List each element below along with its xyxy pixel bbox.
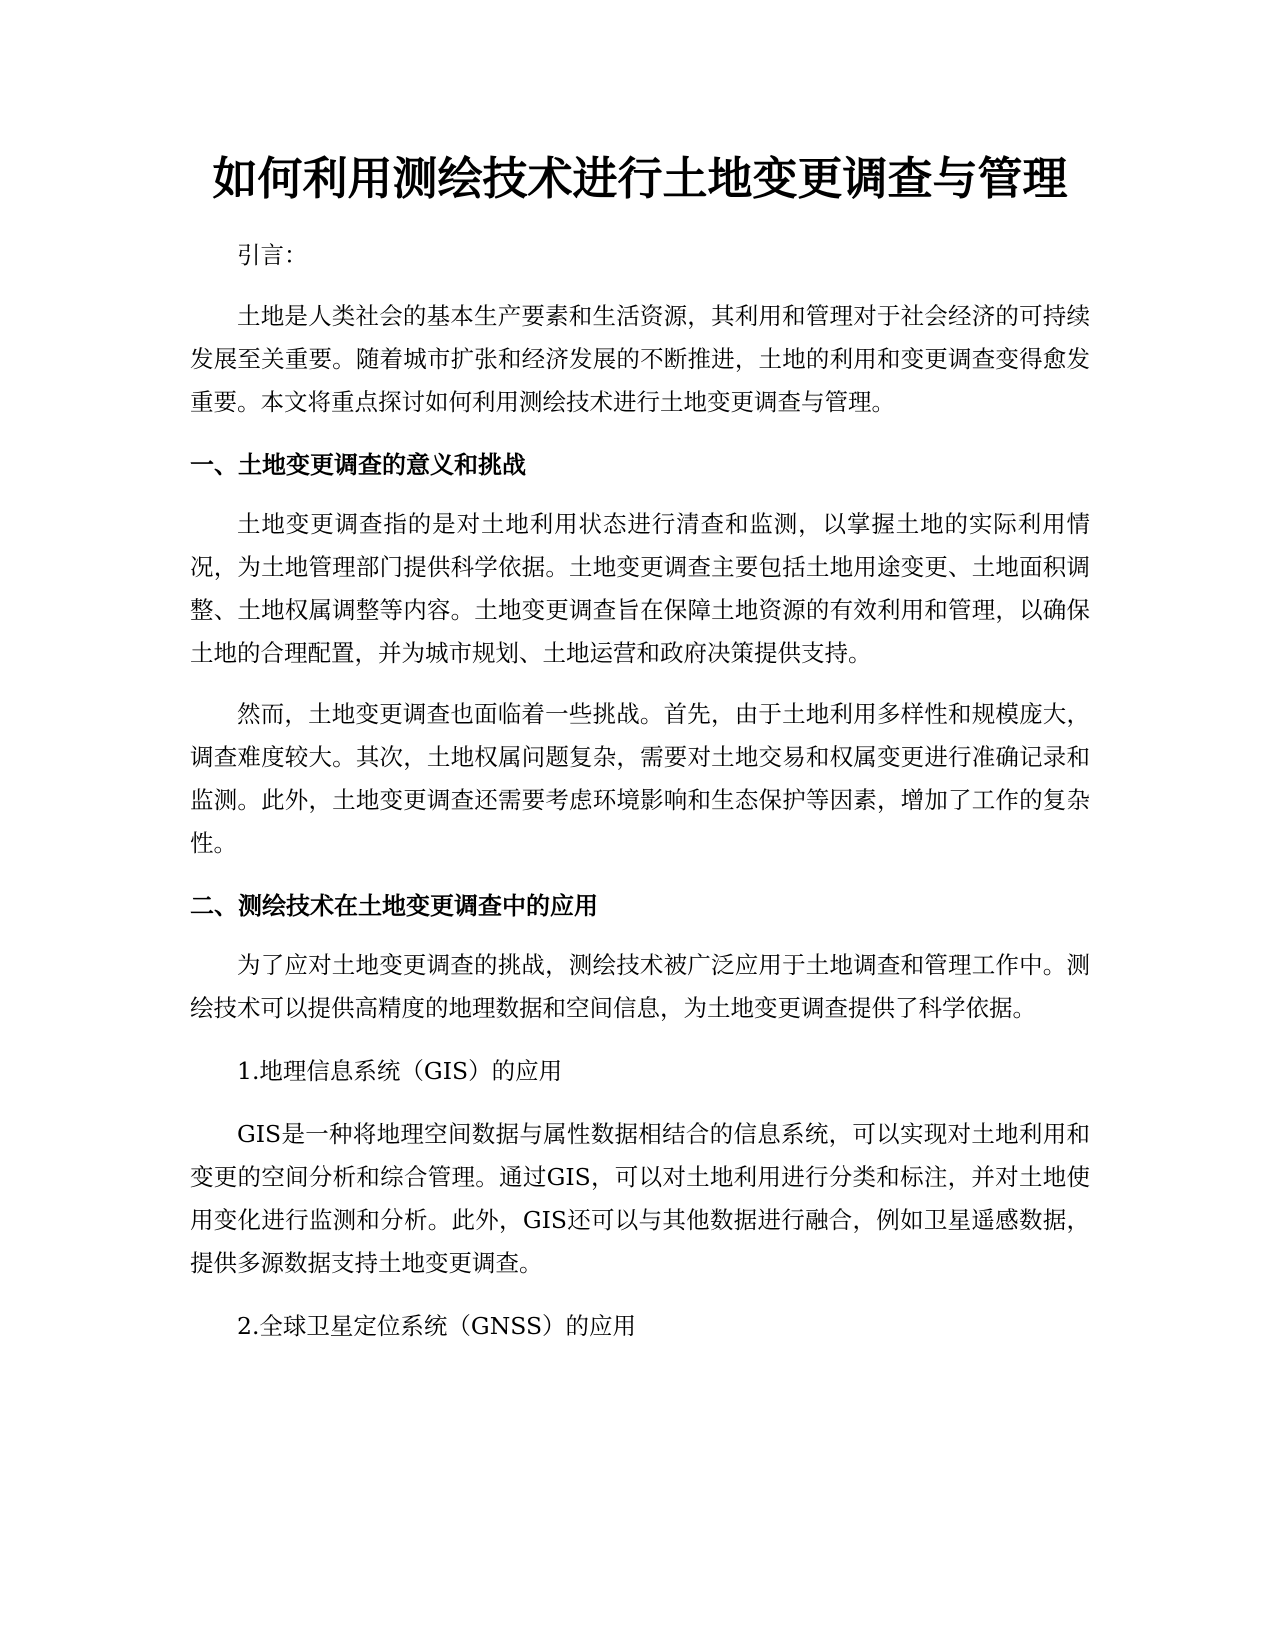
gis-paragraph: GIS是一种将地理空间数据与属性数据相结合的信息系统，可以实现对土地利用和变更的空间分析和综合管理。通过GIS，可以对土地利用进行分类和标注，并对土地使用变化进行监测和分析。此外，GIS还可以与其他数据进行融合，例如卫星遥感数据，提供多源数据支持土地变更调查。 [190, 1120, 1090, 1277]
document-body [190, 146, 1090, 1348]
intro-label: 引言： [237, 241, 308, 269]
subheading-gnss: 2.全球卫星定位系统（GNSS）的应用 [237, 1312, 637, 1340]
subheading-gis: 1.地理信息系统（GIS）的应用 [237, 1057, 563, 1085]
section-heading-significance: 一、土地变更调查的意义和挑战 [190, 451, 526, 479]
section1-paragraph-1: 土地变更调查指的是对土地利用状态进行清查和监测，以掌握土地的实际利用情况，为土地管理部门提供科学依据。土地变更调查主要包括土地用途变更、土地面积调整、土地权属调整等内容。土地变更调查旨在保障土地资源的有效利用和管理，以确保土地的合理配置，并为城市规划、土地运营和政府决策提供支持。 [190, 510, 1090, 667]
section1-paragraph-2: 然而，土地变更调查也面临着一些挑战。首先，由于土地利用多样性和规模庞大，调查难度较大。其次，土地权属问题复杂，需要对土地交易和权属变更进行准确记录和监测。此外，土地变更调查还需要考虑环境影响和生态保护等因素，增加了工作的复杂性。 [190, 700, 1090, 857]
intro-paragraph: 土地是人类社会的基本生产要素和生活资源，其利用和管理对于社会经济的可持续发展至关重要。随着城市扩张和经济发展的不断推进，土地的利用和变更调查变得愈发重要。本文将重点探讨如何利用测绘技术进行土地变更调查与管理。 [190, 302, 1090, 416]
page-title: 如何利用测绘技术进行土地变更调查与管理 [212, 152, 1068, 205]
section2-paragraph: 为了应对土地变更调查的挑战，测绘技术被广泛应用于土地调查和管理工作中。测绘技术可以提供高精度的地理数据和空间信息，为土地变更调查提供了科学依据。 [190, 951, 1090, 1022]
section-heading-applications: 二、测绘技术在土地变更调查中的应用 [190, 892, 598, 920]
